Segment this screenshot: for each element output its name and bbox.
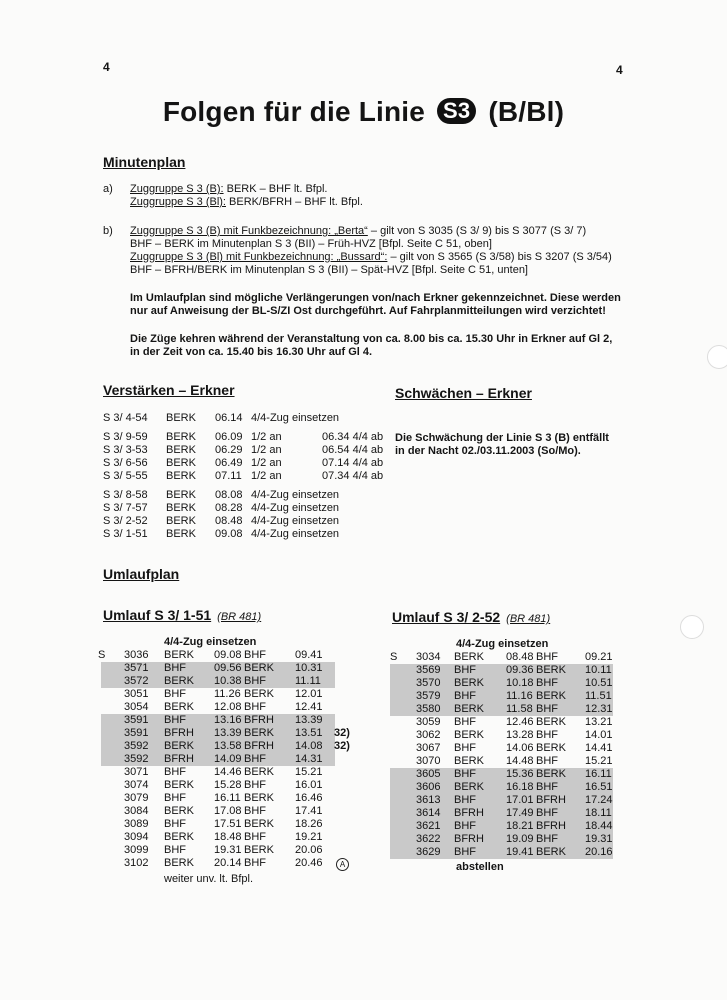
arrival-time: 10.11	[585, 664, 612, 676]
station: BERK	[166, 528, 196, 540]
verstaerken-heading: Verstärken – Erkner	[103, 382, 235, 398]
action: 4/4-Zug einsetzen	[251, 528, 340, 540]
umlauf-row	[390, 703, 613, 716]
schwaechen-line2: in der Nacht 02./03.11.2003 (So/Mo).	[395, 445, 581, 457]
to-station: BHF	[536, 755, 558, 767]
action: 4/4-Zug einsetzen	[251, 515, 340, 527]
train-number: 3591	[124, 727, 149, 739]
minutenplan-heading: Minutenplan	[103, 154, 186, 170]
to-station: BHF	[536, 781, 558, 793]
title-prefix: Folgen für die Linie	[162, 96, 426, 127]
verstaerken-row	[103, 489, 393, 502]
page-number-right: 4	[616, 63, 623, 77]
umlauf1-table	[98, 649, 358, 871]
train-number: 3054	[124, 701, 149, 713]
from-station: BFRH	[164, 727, 194, 739]
action: 1/2 an	[251, 470, 282, 482]
arrival-time: 09.41	[295, 649, 323, 661]
arrival-time: 12.01	[295, 688, 323, 700]
train-number: 3070	[416, 755, 441, 767]
train-prefix: S	[98, 649, 106, 661]
from-station: BHF	[454, 690, 476, 702]
departure-time: 16.11	[214, 792, 241, 804]
train-number: 3614	[416, 807, 441, 819]
verstaerken-row	[103, 457, 393, 470]
arrival-time: 17.41	[295, 805, 323, 817]
footnote: 32)	[334, 727, 350, 739]
departure-time: 15.36	[506, 768, 534, 780]
departure-time: 19.31	[214, 844, 242, 856]
time: 06.14	[215, 412, 243, 424]
umlauf-row	[390, 807, 613, 820]
to-station: BHF	[244, 649, 266, 661]
umlaufplan-heading: Umlaufplan	[103, 566, 180, 582]
action: 1/2 an	[251, 444, 282, 456]
umlauf-row	[390, 742, 613, 755]
item-b-line3: Zuggruppe S 3 (Bl) mit Funkbezeichnung: „Bussard“: – gilt von S 3565 (S 3/58) bis S 3207 (S 3/54)	[130, 251, 612, 263]
to-station: BERK	[536, 742, 566, 754]
from-station: BHF	[454, 664, 476, 676]
line-badge: S3	[437, 98, 476, 124]
train-number: 3580	[416, 703, 441, 715]
time: 08.28	[215, 502, 243, 514]
verstaerken-row	[103, 502, 393, 515]
arrival-time: 16.01	[295, 779, 323, 791]
station: BERK	[166, 489, 196, 501]
umlauf-row	[101, 857, 346, 870]
umlauf-row	[101, 805, 335, 818]
arrival-time: 15.21	[295, 766, 323, 778]
arrival-time: 17.24	[585, 794, 613, 806]
from-station: BERK	[164, 779, 194, 791]
arrival-time: 19.21	[295, 831, 323, 843]
train-number: 3036	[124, 649, 149, 661]
to-station: BERK	[244, 688, 274, 700]
departure-time: 12.46	[506, 716, 534, 728]
item-b-line1: Zuggruppe S 3 (B) mit Funkbezeichnung: „Berta“ – gilt von S 3035 (S 3/ 9) bis S 3077 (S 3/ 7)	[130, 225, 587, 237]
umlauf-id: S 3/ 7-57	[103, 502, 148, 514]
verstaerken-row	[103, 470, 393, 483]
umlauf-id: S 3/ 6-56	[103, 457, 148, 469]
arrival-time: 13.39	[295, 714, 323, 726]
arrival-time: 18.44	[585, 820, 613, 832]
item-b-line2: BHF – BERK im Minutenplan S 3 (BII) – Früh-HVZ [Bfpl. Seite C 51, oben]	[130, 238, 492, 250]
to-station: BHF	[536, 833, 558, 845]
umlauf-row	[101, 714, 335, 727]
from-station: BFRH	[454, 807, 484, 819]
departure-time: 11.16	[506, 690, 533, 702]
umlauf2-table	[390, 651, 615, 860]
from-station: BERK	[454, 729, 484, 741]
action: 4/4-Zug einsetzen	[251, 412, 340, 424]
item-b-line4: BHF – BFRH/BERK im Minutenplan S 3 (BII) – Spät-HVZ [Bfpl. Seite C 51, unten]	[130, 264, 528, 276]
arrival-time: 13.21	[585, 716, 613, 728]
to-station: BFRH	[244, 740, 274, 752]
action: 4/4-Zug einsetzen	[251, 502, 340, 514]
time: 07.11	[215, 470, 242, 482]
train-number: 3067	[416, 742, 441, 754]
umlauf-row	[101, 831, 335, 844]
from-station: BERK	[164, 831, 194, 843]
train-number: 3606	[416, 781, 441, 793]
to-station: BERK	[536, 690, 566, 702]
to-station: BERK	[536, 846, 566, 858]
to-station: BHF	[536, 651, 558, 663]
train-number: 3592	[124, 740, 149, 752]
train-number: 3074	[124, 779, 149, 791]
departure-time: 13.39	[214, 727, 242, 739]
from-station: BHF	[454, 716, 476, 728]
verstaerken-row	[103, 515, 393, 528]
from-station: BERK	[454, 651, 484, 663]
note-extension-line1: Im Umlaufplan sind mögliche Verlängerungen von/nach Erkner gekennzeichnet. Diese werden	[130, 292, 621, 304]
arrival-time: 14.31	[295, 753, 323, 765]
umlauf-row	[101, 727, 350, 740]
verstaerken-list	[103, 412, 393, 542]
to-station: BHF	[536, 807, 558, 819]
item-b-marker: b)	[103, 225, 113, 237]
train-number: 3071	[124, 766, 149, 778]
time: 06.49	[215, 457, 243, 469]
umlauf-row	[101, 688, 335, 701]
umlauf-row	[390, 664, 613, 677]
to-station: BERK	[536, 768, 566, 780]
time: 09.08	[215, 528, 243, 540]
item-a-marker: a)	[103, 183, 113, 195]
verstaerken-row	[103, 528, 393, 541]
arrival-time: 12.41	[295, 701, 323, 713]
train-number: 3571	[124, 662, 149, 674]
train-number: 3570	[416, 677, 441, 689]
to-station: BERK	[244, 792, 274, 804]
footnote-circle: A	[336, 858, 349, 871]
from-station: BFRH	[454, 833, 484, 845]
from-station: BHF	[454, 768, 476, 780]
umlauf-row	[390, 690, 613, 703]
station: BERK	[166, 412, 196, 424]
punch-hole	[680, 615, 704, 639]
time: 06.09	[215, 431, 243, 443]
departure-time: 17.08	[214, 805, 242, 817]
departure-time: 17.51	[214, 818, 242, 830]
from-station: BERK	[164, 675, 194, 687]
arrival-time: 14.01	[585, 729, 613, 741]
from-station: BHF	[454, 820, 476, 832]
departure-time: 09.36	[506, 664, 534, 676]
verstaerken-row	[103, 412, 393, 425]
arrival-time: 20.06	[295, 844, 323, 856]
umlauf-id: S 3/ 3-53	[103, 444, 148, 456]
train-number: 3622	[416, 833, 441, 845]
departure-time: 12.08	[214, 701, 242, 713]
arrival-time: 19.31	[585, 833, 613, 845]
arrival-time: 15.21	[585, 755, 613, 767]
arrival-time: 16.51	[585, 781, 613, 793]
to-station: BHF	[536, 703, 558, 715]
train-number: 3051	[124, 688, 149, 700]
schwaechen-heading: Schwächen – Erkner	[395, 385, 532, 401]
umlauf-row	[101, 662, 335, 675]
umlauf-row	[390, 768, 613, 781]
from-station: BFRH	[164, 753, 194, 765]
from-station: BHF	[164, 714, 186, 726]
departure-time: 08.48	[506, 651, 534, 663]
umlauf-row	[101, 818, 335, 831]
arrival-time: 18.26	[295, 818, 323, 830]
departure-time: 11.26	[214, 688, 241, 700]
note-turn-line1: Die Züge kehren während der Veranstaltung von ca. 8.00 bis ca. 15.30 Uhr in Erkner auf Gl 2,	[130, 333, 613, 345]
umlauf-id: S 3/ 9-59	[103, 431, 148, 443]
train-number: 3099	[124, 844, 149, 856]
umlauf1-heading: Umlauf S 3/ 1-51 (BR 481)	[103, 607, 262, 623]
umlauf-row	[390, 729, 613, 742]
departure-time: 13.28	[506, 729, 534, 741]
train-number: 3629	[416, 846, 441, 858]
departure-time: 18.21	[506, 820, 534, 832]
action-2: 06.54 4/4 ab	[322, 444, 384, 456]
umlauf-row	[101, 740, 350, 753]
departure-time: 13.16	[214, 714, 242, 726]
umlauf2-start: 4/4-Zug einsetzen	[456, 638, 549, 650]
departure-time: 09.08	[214, 649, 242, 661]
arrival-time: 14.08	[295, 740, 323, 752]
to-station: BERK	[244, 818, 274, 830]
train-prefix: S	[390, 651, 398, 663]
umlauf-row	[390, 651, 613, 664]
from-station: BERK	[454, 677, 484, 689]
umlauf2-heading: Umlauf S 3/ 2-52 (BR 481)	[392, 609, 551, 625]
time: 08.48	[215, 515, 243, 527]
to-station: BHF	[536, 677, 558, 689]
departure-time: 19.09	[506, 833, 534, 845]
umlauf-row	[390, 833, 613, 846]
umlauf-id: S 3/ 8-58	[103, 489, 148, 501]
umlauf-row	[390, 677, 613, 690]
from-station: BHF	[454, 742, 476, 754]
arrival-time: 14.41	[585, 742, 613, 754]
from-station: BERK	[454, 755, 484, 767]
umlauf-row	[101, 792, 335, 805]
umlauf2-end: abstellen	[456, 861, 504, 873]
umlauf-row	[390, 820, 613, 833]
verstaerken-row	[103, 444, 393, 457]
action: 4/4-Zug einsetzen	[251, 489, 340, 501]
departure-time: 14.48	[506, 755, 534, 767]
arrival-time: 11.11	[295, 675, 321, 687]
arrival-time: 18.11	[585, 807, 612, 819]
station: BERK	[166, 431, 196, 443]
footnote: 32)	[334, 740, 350, 752]
station: BERK	[166, 515, 196, 527]
train-number: 3102	[124, 857, 149, 869]
to-station: BHF	[244, 857, 266, 869]
train-number: 3592	[124, 753, 149, 765]
to-station: BHF	[244, 701, 266, 713]
to-station: BERK	[536, 716, 566, 728]
to-station: BERK	[244, 766, 274, 778]
train-number: 3084	[124, 805, 149, 817]
arrival-time: 10.31	[295, 662, 323, 674]
train-number: 3579	[416, 690, 441, 702]
train-number: 3094	[124, 831, 149, 843]
to-station: BERK	[244, 844, 274, 856]
train-number: 3059	[416, 716, 441, 728]
from-station: BHF	[164, 818, 186, 830]
arrival-time: 20.16	[585, 846, 613, 858]
departure-time: 11.58	[506, 703, 533, 715]
to-station: BHF	[244, 779, 266, 791]
umlauf-row	[101, 675, 335, 688]
departure-time: 13.58	[214, 740, 242, 752]
to-station: BERK	[536, 664, 566, 676]
to-station: BFRH	[536, 794, 566, 806]
item-a-line1: Zuggruppe S 3 (B): BERK – BHF lt. Bfpl.	[130, 183, 328, 195]
umlauf-row	[390, 716, 613, 729]
schwaechen-line1: Die Schwächung der Linie S 3 (B) entfällt	[395, 432, 609, 444]
umlauf-id: S 3/ 4-54	[103, 412, 148, 424]
umlauf-id: S 3/ 5-55	[103, 470, 148, 482]
train-number: 3572	[124, 675, 149, 687]
departure-time: 14.09	[214, 753, 242, 765]
to-station: BERK	[244, 662, 274, 674]
action-2: 07.34 4/4 ab	[322, 470, 384, 482]
departure-time: 17.01	[506, 794, 534, 806]
departure-time: 14.46	[214, 766, 242, 778]
from-station: BHF	[164, 792, 186, 804]
umlauf-row	[390, 794, 613, 807]
from-station: BERK	[164, 649, 194, 661]
from-station: BHF	[164, 662, 186, 674]
from-station: BERK	[164, 805, 194, 817]
arrival-time: 13.51	[295, 727, 323, 739]
departure-time: 15.28	[214, 779, 242, 791]
train-number: 3569	[416, 664, 441, 676]
to-station: BHF	[244, 805, 266, 817]
to-station: BERK	[244, 727, 274, 739]
time: 06.29	[215, 444, 243, 456]
title-suffix: (B/Bl)	[488, 96, 565, 127]
train-number: 3605	[416, 768, 441, 780]
punch-hole	[707, 345, 727, 369]
from-station: BERK	[164, 740, 194, 752]
departure-time: 18.48	[214, 831, 242, 843]
umlauf-id: S 3/ 1-51	[103, 528, 148, 540]
umlauf-row	[98, 649, 335, 662]
train-number: 3079	[124, 792, 149, 804]
departure-time: 14.06	[506, 742, 534, 754]
arrival-time: 16.11	[585, 768, 612, 780]
station: BERK	[166, 470, 196, 482]
station: BERK	[166, 444, 196, 456]
station: BERK	[166, 457, 196, 469]
umlauf1-start: 4/4-Zug einsetzen	[164, 636, 257, 648]
verstaerken-row	[103, 431, 393, 444]
to-station: BHF	[536, 729, 558, 741]
arrival-time: 16.46	[295, 792, 323, 804]
departure-time: 20.14	[214, 857, 242, 869]
from-station: BHF	[454, 794, 476, 806]
departure-time: 09.56	[214, 662, 242, 674]
note-turn-line2: in der Zeit von ca. 15.40 bis 16.30 Uhr auf Gl 4.	[130, 346, 373, 358]
train-number: 3062	[416, 729, 441, 741]
from-station: BHF	[164, 766, 186, 778]
departure-time: 10.18	[506, 677, 534, 689]
to-station: BHF	[244, 753, 266, 765]
umlauf1-end: weiter unv. lt. Bfpl.	[164, 873, 254, 885]
station: BERK	[166, 502, 196, 514]
from-station: BHF	[164, 844, 186, 856]
train-number: 3591	[124, 714, 149, 726]
to-station: BHF	[244, 675, 266, 687]
from-station: BERK	[164, 857, 194, 869]
from-station: BHF	[454, 846, 476, 858]
arrival-time: 20.46	[295, 857, 323, 869]
departure-time: 19.41	[506, 846, 534, 858]
umlauf-row	[101, 779, 335, 792]
from-station: BERK	[454, 781, 484, 793]
umlauf-row	[101, 753, 335, 766]
umlauf-row	[390, 781, 613, 794]
arrival-time: 09.21	[585, 651, 613, 663]
arrival-time: 12.31	[585, 703, 613, 715]
page-number-left: 4	[103, 60, 110, 74]
umlauf-row	[390, 755, 613, 768]
action: 1/2 an	[251, 431, 282, 443]
train-number: 3089	[124, 818, 149, 830]
action: 1/2 an	[251, 457, 282, 469]
action-2: 07.14 4/4 ab	[322, 457, 384, 469]
departure-time: 10.38	[214, 675, 242, 687]
arrival-time: 10.51	[585, 677, 613, 689]
departure-time: 16.18	[506, 781, 534, 793]
train-number: 3621	[416, 820, 441, 832]
umlauf-row	[101, 766, 335, 779]
to-station: BFRH	[244, 714, 274, 726]
page-title	[0, 96, 727, 128]
train-number: 3034	[416, 651, 441, 663]
train-number: 3613	[416, 794, 441, 806]
note-extension-line2: nur auf Anweisung der BL-S/ZI Ost durchgeführt. Auf Fahrplanmitteilungen wird verzichtet!	[130, 305, 606, 317]
item-a-line2: Zuggruppe S 3 (Bl): BERK/BFRH – BHF lt. Bfpl.	[130, 196, 363, 208]
time: 08.08	[215, 489, 243, 501]
umlauf-row	[101, 701, 335, 714]
umlauf-id: S 3/ 2-52	[103, 515, 148, 527]
from-station: BERK	[164, 701, 194, 713]
from-station: BHF	[164, 688, 186, 700]
umlauf-row	[101, 844, 335, 857]
umlauf-row	[390, 846, 613, 859]
departure-time: 17.49	[506, 807, 534, 819]
to-station: BFRH	[536, 820, 566, 832]
from-station: BERK	[454, 703, 484, 715]
to-station: BHF	[244, 831, 266, 843]
arrival-time: 11.51	[585, 690, 612, 702]
action-2: 06.34 4/4 ab	[322, 431, 384, 443]
